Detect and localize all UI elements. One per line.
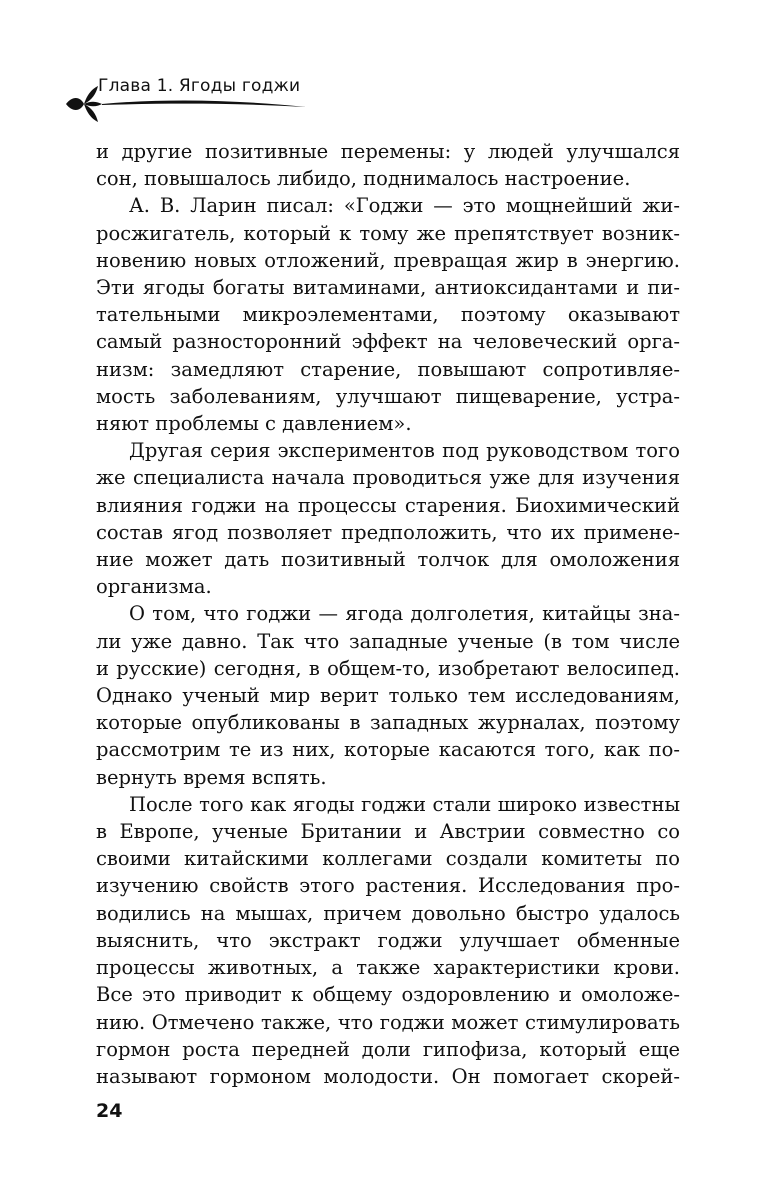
text-line: няют проблемы с давлением». — [96, 412, 412, 436]
text-line: Другая серия экспериментов под руководством того — [129, 439, 680, 463]
text-line: которые опубликованы в западных журналах, поэтому — [96, 711, 680, 735]
text-line: низм: замедляют старение, повышают сопротивляе- — [96, 357, 680, 381]
text-line: состав ягод позволяет предположить, что их примене- — [96, 520, 680, 544]
text-line: рассмотрим те из них, которые касаются того, как по- — [96, 738, 680, 762]
text-line: А. В. Ларин писал: «Годжи — это мощнейший жи- — [129, 194, 680, 218]
text-line: называют гормоном молодости. Он помогает скорей- — [96, 1064, 680, 1088]
text-line: вернуть время вспять. — [96, 765, 327, 789]
body-text — [96, 138, 680, 1090]
text-line: новению новых отложений, превращая жир в энергию. — [96, 248, 680, 272]
text-line: в Европе, ученые Британии и Австрии совместно со — [96, 820, 680, 844]
chapter-title: Глава 1. Ягоды годжи — [98, 76, 301, 96]
text-line: мость заболеваниям, улучшают пищеварение, устра- — [96, 384, 680, 408]
text-line: водились на мышах, причем довольно быстро удалось — [96, 901, 680, 925]
text-line: ли уже давно. Так что западные ученые (в том числе — [96, 629, 680, 653]
text-line: и русские) сегодня, в общем-то, изобретают велосипед. — [96, 656, 680, 680]
text-line: же специалиста начала проводиться уже для изучения — [96, 466, 680, 490]
text-line: сон, повышалось либидо, поднималось настроение. — [96, 167, 631, 191]
text-line: гормон роста передней доли гипофиза, который еще — [96, 1037, 680, 1061]
text-line: После того как ягоды годжи стали широко известны — [129, 792, 680, 816]
text-line: выяснить, что экстракт годжи улучшает обменные — [96, 928, 680, 952]
page-number: 24 — [96, 1100, 123, 1122]
text-line: влияния годжи на процессы старения. Биохимический — [96, 493, 680, 517]
text-line: росжигатель, который к тому же препятствует возник- — [96, 221, 680, 245]
text-line: процессы животных, а также характеристики крови. — [96, 956, 680, 980]
text-line: О том, что годжи — ягода долголетия, китайцы зна- — [129, 602, 680, 626]
text-line: Однако ученый мир верит только тем исследованиям, — [96, 684, 680, 708]
text-line: организма. — [96, 575, 212, 599]
text-line: Эти ягоды богаты витаминами, антиоксидантами и пи- — [96, 276, 680, 300]
text-line: Все это приводит к общему оздоровлению и омоложе- — [96, 983, 680, 1007]
text-line: нию. Отмечено также, что годжи может стимулировать — [96, 1010, 680, 1034]
text-line: ние может дать позитивный толчок для омоложения — [96, 548, 680, 572]
text-line: и другие позитивные перемены: у людей улучшался — [96, 140, 680, 163]
running-header — [58, 70, 318, 130]
text-line: своими китайскими коллегами создали комитеты по — [96, 847, 680, 871]
text-line: изучению свойств этого растения. Исследования про- — [96, 874, 680, 898]
text-line: самый разносторонний эффект на человеческий орга- — [96, 330, 680, 354]
text-line: тательными микроэлементами, поэтому оказывают — [96, 303, 680, 327]
